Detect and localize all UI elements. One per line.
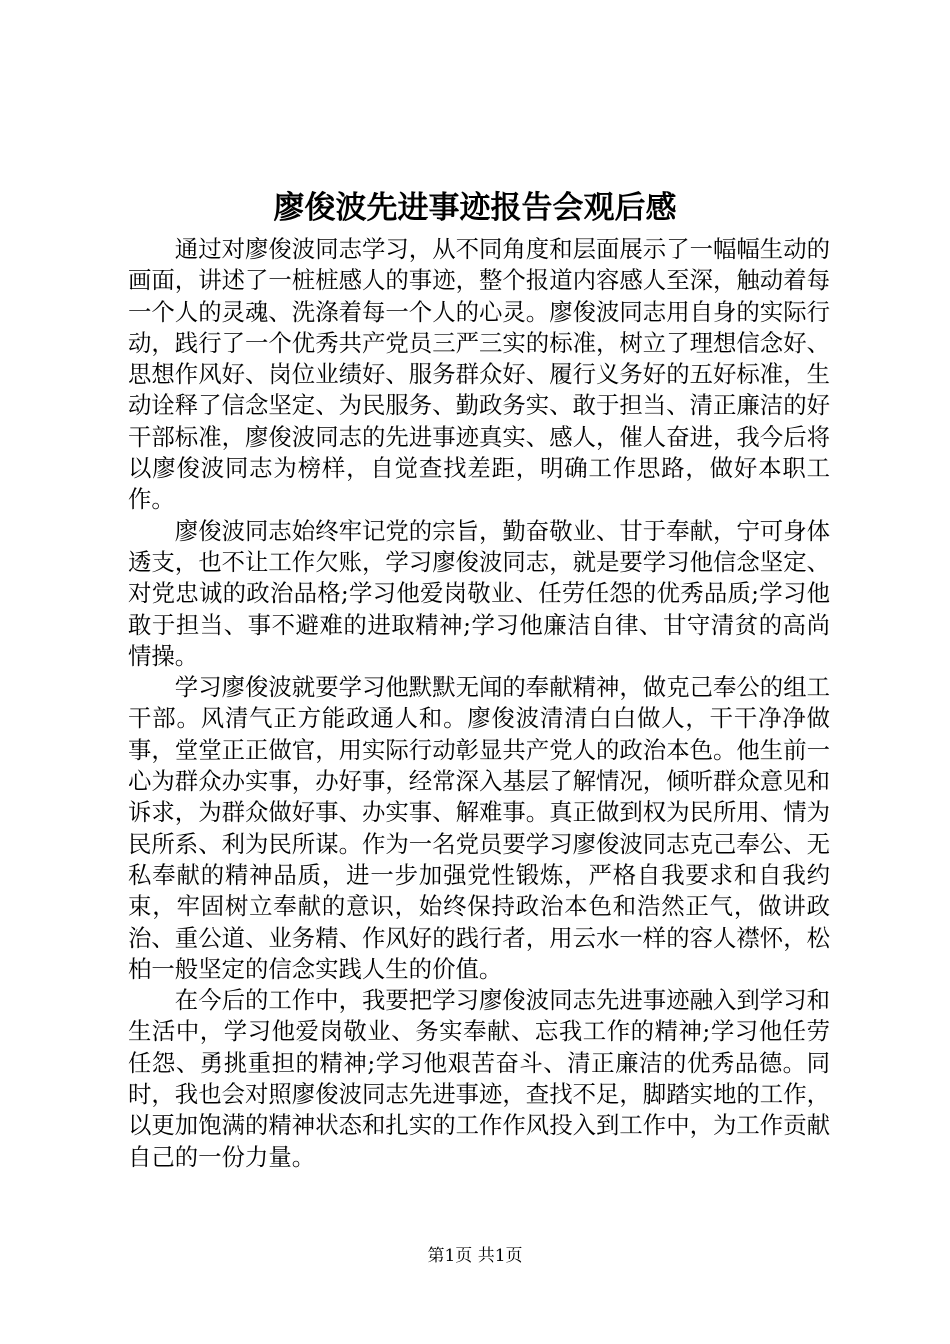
paragraph-1: 通过对廖俊波同志学习，从不同角度和层面展示了一幅幅生动的画面，讲述了一桩桩感人的事迹，整个报道内容感人至深，触动着每一个人的灵魂、洗涤着每一个人的心灵。廖俊波同志用自身的实际行动，践行了一个优秀共产党员三严三实的标准，树立了理想信念好、思想作风好、岗位业绩好、服务群众好、履行义务好的五好标准，生动诠释了信念坚定、为民服务、勤政务实、敢于担当、清正廉洁的好干部标准，廖俊波同志的先进事迹真实、感人，催人奋进，我今后将以廖俊波同志为榜样，自觉查找差距，明确工作思路，做好本职工作。	[128, 235, 830, 514]
document-title: 廖俊波先进事迹报告会观后感	[273, 190, 677, 226]
paragraph-4: 在今后的工作中，我要把学习廖俊波同志先进事迹融入到学习和生活中，学习他爱岗敬业、务实奉献、忘我工作的精神;学习他任劳任怨、勇挑重担的精神;学习他艰苦奋斗、清正廉洁的优秀品德。同时，我也会对照廖俊波同志先进事迹，查找不足，脚踏实地的工作，以更加饱满的精神状态和扎实的工作作风投入到工作中，为工作贡献自己的一份力量。	[128, 986, 830, 1171]
paragraph-3: 学习廖俊波就要学习他默默无闻的奉献精神，做克己奉公的组工干部。风清气正方能政通人和。廖俊波清清白白做人，干干净净做事，堂堂正正做官，用实际行动彰显共产党人的政治本色。他生前一心为群众办实事，办好事，经常深入基层了解情况，倾听群众意见和诉求，为群众做好事、办实事、解难事。真正做到权为民所用、情为民所系、利为民所谋。作为一名党员要学习廖俊波同志克己奉公、无私奉献的精神品质，进一步加强党性锻炼，严格自我要求和自我约束，牢固树立奉献的意识，始终保持政治本色和浩然正气，做讲政治、重公道、业务精、作风好的践行者，用云水一样的容人襟怀，松柏一般坚定的信念实践人生的价值。	[128, 673, 830, 983]
paragraph-2: 廖俊波同志始终牢记党的宗旨，勤奋敬业、甘于奉献，宁可身体透支，也不让工作欠账，学习廖俊波同志，就是要学习他信念坚定、对党忠诚的政治品格;学习他爱岗敬业、任劳任怨的优秀品质;学习他敢于担当、事不避难的进取精神;学习他廉洁自律、甘守清贫的高尚情操。	[128, 516, 830, 670]
page-footer: 第1页 共1页	[427, 1246, 523, 1266]
document-body	[128, 234, 830, 1173]
